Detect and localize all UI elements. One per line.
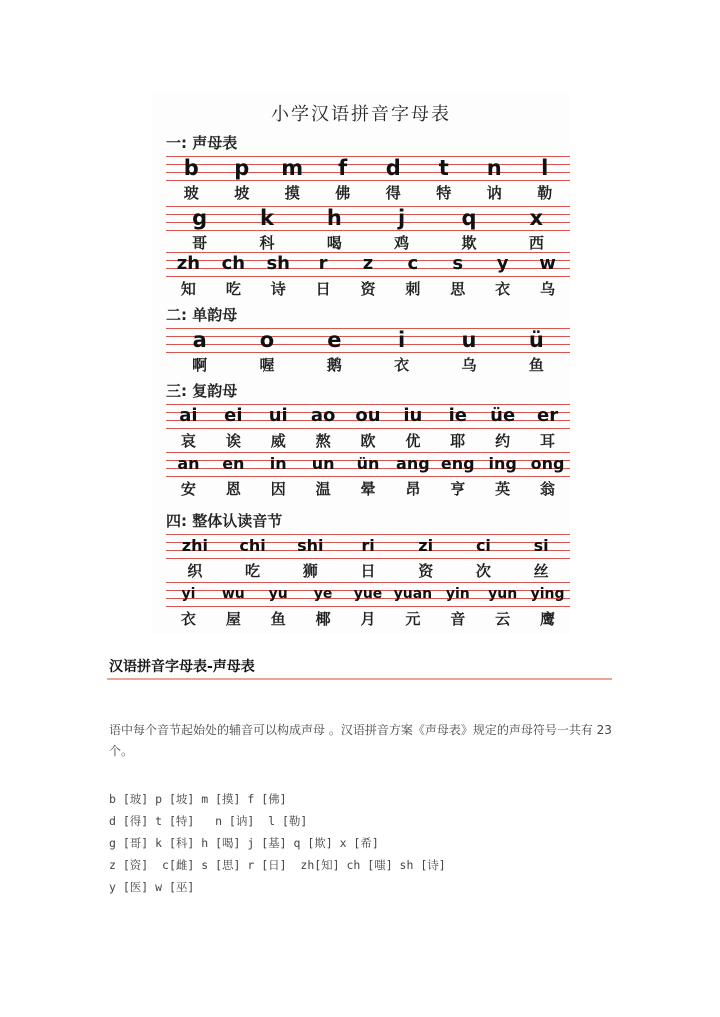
rule-line — [166, 606, 570, 607]
hanzi-character: 因 — [270, 480, 286, 498]
hanzi-character: 诗 — [270, 280, 286, 298]
pinyin-syllable: b — [183, 156, 199, 180]
hanzi-character: 温 — [315, 480, 331, 498]
hanzi-character: 玻 — [183, 184, 199, 202]
pinyin-syllable: chi — [239, 536, 266, 555]
pinyin-syllable: yu — [268, 586, 288, 602]
hanzi-character: 吃 — [245, 562, 261, 580]
hanzi-character: 欺 — [461, 234, 477, 252]
pinyin-syllable: ai — [179, 405, 198, 426]
hanzi-character: 优 — [405, 432, 421, 450]
hanzi-row — [166, 232, 570, 254]
pinyin-syllable: zhi — [181, 536, 208, 555]
initials-line: y [医] w [巫] — [109, 880, 195, 894]
pinyin-syllable: un — [311, 454, 335, 473]
pinyin-syllable: u — [461, 328, 477, 352]
pinyin-syllable: m — [281, 156, 304, 180]
section-heading: 四: 整体认读音节 — [166, 512, 283, 530]
pinyin-syllable: in — [269, 454, 287, 473]
hanzi-character: 耳 — [540, 432, 556, 450]
hanzi-character: 织 — [187, 562, 203, 580]
hanzi-row — [166, 182, 570, 204]
pinyin-row — [166, 206, 570, 230]
hanzi-character: 刺 — [405, 280, 421, 298]
rule-line — [166, 476, 570, 477]
hanzi-character: 云 — [495, 610, 511, 628]
hanzi-character: 日 — [315, 280, 331, 298]
pinyin-syllable: ci — [475, 536, 491, 555]
hanzi-character: 思 — [450, 280, 466, 298]
hanzi-character: 知 — [180, 280, 196, 298]
hanzi-character: 鸡 — [394, 234, 410, 252]
pinyin-syllable: yuan — [393, 586, 433, 602]
hanzi-character: 衣 — [180, 610, 196, 628]
pinyin-syllable: ang — [396, 454, 430, 473]
hanzi-character: 音 — [450, 610, 466, 628]
rule-line — [166, 352, 570, 353]
hanzi-character: 乌 — [540, 280, 556, 298]
section-heading: 一: 声母表 — [166, 134, 238, 152]
hanzi-character: 诶 — [225, 432, 241, 450]
article-heading: 汉语拼音字母表-声母表 — [109, 659, 255, 675]
pinyin-chart-image — [152, 92, 570, 634]
pinyin-syllable: r — [318, 253, 328, 274]
hanzi-character: 摸 — [284, 184, 300, 202]
pinyin-syllable: c — [407, 253, 419, 274]
hanzi-character: 元 — [405, 610, 421, 628]
pinyin-syllable: j — [398, 206, 406, 230]
pinyin-syllable: x — [529, 206, 544, 230]
hanzi-character: 喝 — [326, 234, 342, 252]
pinyin-syllable: w — [539, 253, 556, 274]
section-heading: 三: 复韵母 — [166, 382, 238, 400]
hanzi-character: 约 — [495, 432, 511, 450]
pinyin-row — [166, 404, 570, 428]
pinyin-syllable: ou — [355, 405, 381, 426]
pinyin-syllable: wu — [221, 586, 245, 602]
pinyin-syllable: ei — [224, 405, 243, 426]
hanzi-row — [166, 478, 570, 500]
hanzi-character: 勒 — [537, 184, 553, 202]
heading-underline — [107, 678, 612, 680]
hanzi-character: 狮 — [302, 562, 318, 580]
initials-line: g [哥] k [科] h [喝] j [基] q [欺] x [希] — [109, 836, 379, 850]
hanzi-character: 衣 — [394, 356, 410, 374]
pinyin-syllable: an — [177, 454, 200, 473]
hanzi-character: 鱼 — [528, 356, 544, 374]
pinyin-row — [166, 252, 570, 276]
pinyin-syllable: ün — [356, 454, 380, 473]
hanzi-character: 耶 — [450, 432, 466, 450]
pinyin-syllable: ui — [268, 405, 288, 426]
hanzi-character: 佛 — [335, 184, 351, 202]
hanzi-character: 资 — [418, 562, 434, 580]
initials-line: d [得] t [特] n [讷] l [勒] — [109, 814, 308, 828]
hanzi-character: 威 — [270, 432, 286, 450]
hanzi-character: 鹰 — [540, 610, 556, 628]
pinyin-syllable: h — [326, 206, 342, 230]
pinyin-syllable: d — [385, 156, 401, 180]
rule-line — [166, 180, 570, 181]
hanzi-character: 月 — [360, 610, 376, 628]
hanzi-character: 喔 — [259, 356, 275, 374]
initials-line: z [资] c[雌] s [思] r [日] zh[知] ch [嗤] sh [诗] — [109, 858, 446, 872]
hanzi-character: 英 — [495, 480, 511, 498]
hanzi-character: 日 — [360, 562, 376, 580]
hanzi-character: 熬 — [315, 432, 331, 450]
hanzi-character: 亨 — [450, 480, 466, 498]
pinyin-syllable: q — [461, 206, 477, 230]
hanzi-character: 资 — [360, 280, 376, 298]
pinyin-row — [166, 534, 570, 558]
hanzi-character: 西 — [528, 234, 544, 252]
rule-line — [166, 230, 570, 231]
pinyin-syllable: sh — [266, 253, 290, 274]
hanzi-character: 昂 — [405, 480, 421, 498]
pinyin-syllable: iu — [403, 405, 423, 426]
hanzi-character: 屋 — [225, 610, 241, 628]
pinyin-syllable: n — [486, 156, 502, 180]
hanzi-character: 衣 — [495, 280, 511, 298]
hanzi-row — [166, 608, 570, 630]
hanzi-character: 吃 — [225, 280, 241, 298]
pinyin-syllable: yun — [488, 586, 518, 602]
hanzi-character: 丝 — [533, 562, 549, 580]
hanzi-row — [166, 278, 570, 300]
pinyin-syllable: shi — [297, 536, 324, 555]
pinyin-row — [166, 452, 570, 476]
pinyin-syllable: ing — [488, 454, 517, 473]
hanzi-row — [166, 560, 570, 582]
pinyin-syllable: ye — [313, 586, 333, 602]
pinyin-syllable: zh — [176, 253, 201, 274]
pinyin-syllable: yin — [445, 586, 470, 602]
hanzi-character: 乌 — [461, 356, 477, 374]
hanzi-character: 椰 — [315, 610, 331, 628]
pinyin-syllable: f — [338, 156, 348, 180]
hanzi-character: 特 — [436, 184, 452, 202]
hanzi-character: 啊 — [192, 356, 208, 374]
pinyin-syllable: ying — [530, 586, 565, 602]
pinyin-row — [166, 156, 570, 180]
pinyin-syllable: er — [537, 405, 559, 426]
pinyin-syllable: ao — [310, 405, 336, 426]
hanzi-character: 鹅 — [326, 356, 342, 374]
initials-line: b [玻] p [坡] m [摸] f [佛] — [109, 792, 287, 806]
intro-paragraph: 语中每个音节起始处的辅音可以构成声母 。汉语拼音方案《声母表》规定的声母符号一共有 23 个。 — [109, 723, 612, 758]
hanzi-row — [166, 354, 570, 376]
hanzi-character: 哀 — [180, 432, 196, 450]
pinyin-syllable: ie — [448, 405, 467, 426]
hanzi-character: 恩 — [225, 480, 241, 498]
pinyin-syllable: k — [260, 206, 274, 230]
hanzi-character: 翁 — [540, 480, 556, 498]
pinyin-syllable: e — [327, 328, 342, 352]
pinyin-syllable: o — [259, 328, 275, 352]
hanzi-character: 得 — [385, 184, 401, 202]
pinyin-syllable: si — [533, 536, 549, 555]
pinyin-syllable: z — [362, 253, 374, 274]
pinyin-syllable: üe — [490, 405, 516, 426]
hanzi-character: 鱼 — [270, 610, 286, 628]
hanzi-character: 安 — [180, 480, 196, 498]
rule-line — [166, 276, 570, 277]
pinyin-syllable: l — [541, 156, 549, 180]
pinyin-syllable: s — [452, 253, 464, 274]
hanzi-character: 科 — [259, 234, 275, 252]
pinyin-syllable: ri — [361, 536, 375, 555]
pinyin-syllable: t — [438, 156, 449, 180]
hanzi-character: 晕 — [360, 480, 376, 498]
rule-line — [166, 428, 570, 429]
pinyin-syllable: yue — [353, 586, 383, 602]
hanzi-row — [166, 430, 570, 452]
chart-title: 小学汉语拼音字母表 — [271, 104, 451, 125]
pinyin-syllable: y — [496, 253, 509, 274]
pinyin-syllable: ch — [221, 253, 246, 274]
pinyin-syllable: zi — [418, 536, 434, 555]
pinyin-row — [166, 582, 570, 606]
pinyin-syllable: g — [192, 206, 208, 230]
initials-list — [109, 788, 446, 898]
section-heading: 二: 单韵母 — [166, 306, 238, 324]
pinyin-row — [166, 328, 570, 352]
pinyin-syllable: a — [192, 328, 207, 352]
hanzi-character: 欧 — [360, 432, 376, 450]
hanzi-character: 坡 — [234, 184, 250, 202]
hanzi-character: 次 — [475, 562, 491, 580]
rule-line — [166, 558, 570, 559]
pinyin-syllable: i — [398, 328, 406, 352]
pinyin-syllable: yi — [181, 586, 196, 602]
pinyin-syllable: en — [222, 454, 245, 473]
pinyin-syllable: ong — [530, 454, 565, 473]
pinyin-syllable: eng — [440, 454, 475, 473]
hanzi-character: 讷 — [486, 184, 502, 202]
pinyin-syllable: ü — [528, 328, 544, 352]
hanzi-character: 哥 — [192, 234, 208, 252]
pinyin-syllable: p — [234, 156, 250, 180]
